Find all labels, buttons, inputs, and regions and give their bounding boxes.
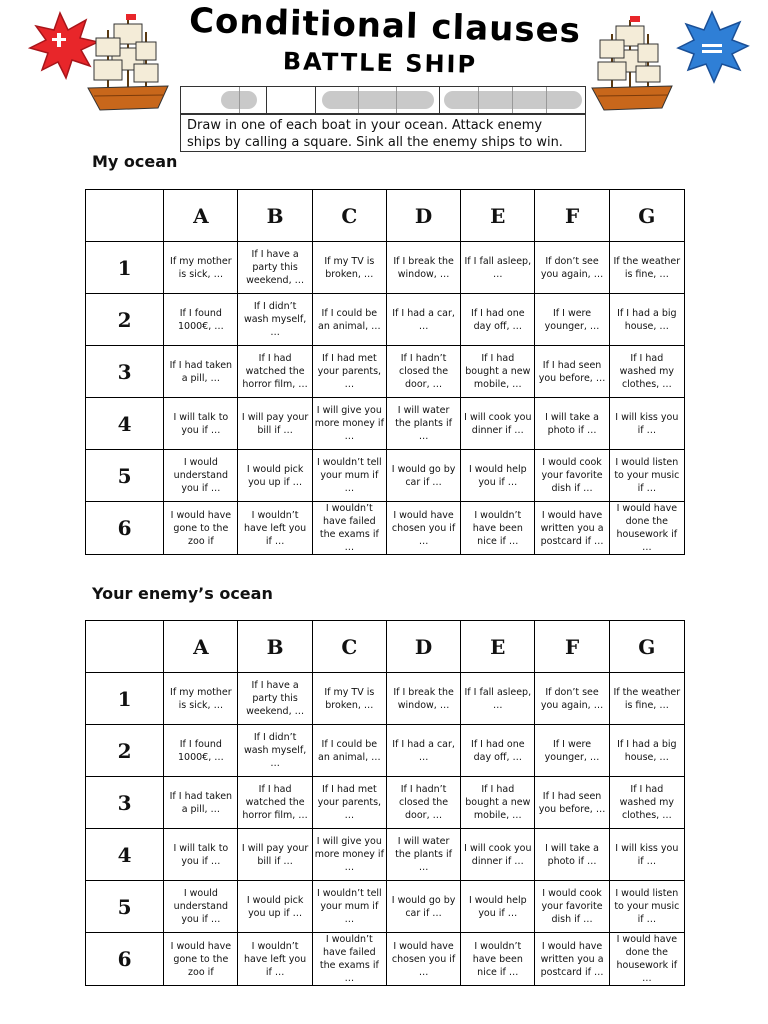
enemy-ocean-cell-f3[interactable]: If I had seen you before, … (535, 777, 609, 829)
my-ocean-cell-e1[interactable]: If I fall asleep, … (461, 242, 535, 294)
enemy-ocean-cell-f4[interactable]: I will take a photo if … (535, 829, 609, 881)
enemy-ocean-row-header-5: 5 (86, 881, 164, 933)
enemy-ocean-row-5 (86, 881, 685, 933)
my-ocean-cell-b3[interactable]: If I had watched the horror film, … (238, 346, 312, 398)
enemy-ocean-cell-b2[interactable]: If I didn’t wash myself, … (238, 725, 312, 777)
page-subtitle: BATTLE SHIP (282, 47, 478, 79)
my-ocean-row-4 (86, 398, 685, 450)
my-ocean-cell-b5[interactable]: I would pick you up if … (238, 450, 312, 502)
my-ocean-cell-e3[interactable]: If I had bought a new mobile, … (461, 346, 535, 398)
enemy-ocean-cell-c6[interactable]: I wouldn’t have failed the exams if … (312, 933, 386, 986)
ship-gap (267, 87, 316, 113)
ship-divider (239, 87, 240, 113)
instructions: Draw in one of each boat in your ocean. Attack enemy ships by calling a square. Sink all the enemy ships to win. (180, 114, 586, 152)
my-ocean-column-header-d: D (386, 190, 460, 242)
my-ocean-cell-f1[interactable]: If don’t see you again, … (535, 242, 609, 294)
enemy-ocean-cell-d4[interactable]: I will water the plants if … (386, 829, 460, 881)
my-ocean-column-header-a: A (164, 190, 238, 242)
enemy-ocean-column-header-e: E (461, 621, 535, 673)
enemy-ocean-cell-a3[interactable]: If I had taken a pill, … (164, 777, 238, 829)
enemy-ocean-cell-d1[interactable]: If I break the window, … (386, 673, 460, 725)
my-ocean-cell-e4[interactable]: I will cook you dinner if … (461, 398, 535, 450)
my-ocean-cell-a5[interactable]: I would understand you if … (164, 450, 238, 502)
my-ocean-grid (85, 189, 685, 555)
enemy-ocean-row-header-3: 3 (86, 777, 164, 829)
my-ocean-row-1 (86, 242, 685, 294)
enemy-ocean-cell-a6[interactable]: I would have gone to the zoo if (164, 933, 238, 986)
enemy-ocean-cell-c3[interactable]: If I had met your parents, … (312, 777, 386, 829)
enemy-ocean-cell-b3[interactable]: If I had watched the horror film, … (238, 777, 312, 829)
enemy-ocean-cell-a5[interactable]: I would understand you if … (164, 881, 238, 933)
enemy-ocean-cell-b1[interactable]: If I have a party this weekend, … (238, 673, 312, 725)
enemy-ocean-cell-c4[interactable]: I will give you more money if … (312, 829, 386, 881)
enemy-ocean-cell-f1[interactable]: If don’t see you again, … (535, 673, 609, 725)
enemy-ocean-cell-g1[interactable]: If the weather is fine, … (609, 673, 684, 725)
enemy-ocean-column-header-b: B (238, 621, 312, 673)
enemy-ocean-column-header-a: A (164, 621, 238, 673)
my-ocean-cell-d1[interactable]: If I break the window, … (386, 242, 460, 294)
my-ocean-cell-f5[interactable]: I would cook your favorite dish if … (535, 450, 609, 502)
blue-star-burst-icon (678, 12, 748, 82)
ship-divider (546, 87, 547, 113)
my-ocean-cell-c2[interactable]: If I could be an animal, … (312, 294, 386, 346)
my-ocean-column-header-e: E (461, 190, 535, 242)
enemy-ocean-row-3 (86, 777, 685, 829)
page-title: Conditional clauses (188, 0, 582, 52)
my-ocean-cell-a3[interactable]: If I had taken a pill, … (164, 346, 238, 398)
ship-four-squares (440, 87, 585, 113)
enemy-ocean-cell-g5[interactable]: I would listen to your music if … (609, 881, 684, 933)
enemy-ocean-cell-e1[interactable]: If I fall asleep, … (461, 673, 535, 725)
enemy-ocean-cell-e2[interactable]: If I had one day off, … (461, 725, 535, 777)
enemy-ocean-cell-d3[interactable]: If I hadn’t closed the door, … (386, 777, 460, 829)
enemy-ocean-cell-f2[interactable]: If I were younger, … (535, 725, 609, 777)
enemy-ocean-cell-c2[interactable]: If I could be an animal, … (312, 725, 386, 777)
enemy-ocean-corner-cell (86, 621, 164, 673)
enemy-ocean-row-header-4: 4 (86, 829, 164, 881)
my-ocean-cell-f6[interactable]: I would have written you a postcard if … (535, 502, 609, 555)
enemy-ocean-cell-b5[interactable]: I would pick you up if … (238, 881, 312, 933)
enemy-ocean-cell-e3[interactable]: If I had bought a new mobile, … (461, 777, 535, 829)
ship-divider (478, 87, 479, 113)
enemy-ocean-cell-g2[interactable]: If I had a big house, … (609, 725, 684, 777)
enemy-ocean-cell-e4[interactable]: I will cook you dinner if … (461, 829, 535, 881)
ship-legend (180, 86, 586, 114)
my-ocean-cell-e2[interactable]: If I had one day off, … (461, 294, 535, 346)
my-ocean-cell-g6[interactable]: I would have done the housework if … (609, 502, 684, 555)
my-ocean-row-6 (86, 502, 685, 555)
enemy-ocean-cell-a4[interactable]: I will talk to you if … (164, 829, 238, 881)
enemy-ocean-cell-d5[interactable]: I would go by car if … (386, 881, 460, 933)
my-ocean-column-header-c: C (312, 190, 386, 242)
my-ocean-row-5 (86, 450, 685, 502)
enemy-ocean-row-2 (86, 725, 685, 777)
boat-shape (322, 91, 434, 109)
my-ocean-cell-g5[interactable]: I would listen to your music if … (609, 450, 684, 502)
enemy-ocean-cell-g4[interactable]: I will kiss you if … (609, 829, 684, 881)
my-ocean-cell-c1[interactable]: If my TV is broken, … (312, 242, 386, 294)
ship-three-squares (316, 87, 440, 113)
enemy-ocean-cell-e6[interactable]: I wouldn’t have been nice if … (461, 933, 535, 986)
enemy-ocean-cell-c1[interactable]: If my TV is broken, … (312, 673, 386, 725)
enemy-ocean-row-header-6: 6 (86, 933, 164, 986)
my-ocean-cell-d6[interactable]: I would have chosen you if … (386, 502, 460, 555)
my-ocean-cell-d2[interactable]: If I had a car, … (386, 294, 460, 346)
my-ocean-corner-cell (86, 190, 164, 242)
my-ocean-cell-c3[interactable]: If I had met your parents, … (312, 346, 386, 398)
my-ocean-cell-f2[interactable]: If I were younger, … (535, 294, 609, 346)
my-ocean-column-header-b: B (238, 190, 312, 242)
my-ocean-row-header-1: 1 (86, 242, 164, 294)
enemy-ocean-cell-e5[interactable]: I would help you if … (461, 881, 535, 933)
my-ocean-cell-g4[interactable]: I will kiss you if … (609, 398, 684, 450)
my-ocean-cell-f3[interactable]: If I had seen you before, … (535, 346, 609, 398)
enemy-ocean-cell-g6[interactable]: I would have done the housework if … (609, 933, 684, 986)
my-ocean-heading: My ocean (92, 152, 178, 171)
my-ocean-cell-b6[interactable]: I wouldn’t have left you if … (238, 502, 312, 555)
my-ocean-cell-f4[interactable]: I will take a photo if … (535, 398, 609, 450)
my-ocean-cell-g1[interactable]: If the weather is fine, … (609, 242, 684, 294)
my-ocean-cell-c4[interactable]: I will give you more money if … (312, 398, 386, 450)
enemy-ocean-row-1 (86, 673, 685, 725)
red-star-burst-icon (30, 13, 98, 78)
my-ocean-row-header-3: 3 (86, 346, 164, 398)
my-ocean-cell-a4[interactable]: I will talk to you if … (164, 398, 238, 450)
enemy-ocean-column-header-g: G (609, 621, 684, 673)
enemy-ocean-heading: Your enemy’s ocean (92, 584, 273, 603)
enemy-ocean-cell-a1[interactable]: If my mother is sick, … (164, 673, 238, 725)
my-ocean-row-header-4: 4 (86, 398, 164, 450)
my-ocean-row-2 (86, 294, 685, 346)
enemy-ocean-row-6 (86, 933, 685, 986)
enemy-ocean-grid (85, 620, 685, 986)
ship-divider (358, 87, 359, 113)
my-ocean-cell-e5[interactable]: I would help you if … (461, 450, 535, 502)
my-ocean-column-header-g: G (609, 190, 684, 242)
my-ocean-cell-d3[interactable]: If I hadn’t closed the door, … (386, 346, 460, 398)
enemy-ocean-cell-f6[interactable]: I would have written you a postcard if … (535, 933, 609, 986)
my-ocean-cell-a2[interactable]: If I found 1000€, … (164, 294, 238, 346)
my-ocean-row-3 (86, 346, 685, 398)
my-ocean-cell-g3[interactable]: If I had washed my clothes, … (609, 346, 684, 398)
enemy-ocean-cell-g3[interactable]: If I had washed my clothes, … (609, 777, 684, 829)
my-ocean-cell-a6[interactable]: I would have gone to the zoo if (164, 502, 238, 555)
my-ocean-row-header-6: 6 (86, 502, 164, 555)
my-ocean-cell-c5[interactable]: I wouldn’t tell your mum if … (312, 450, 386, 502)
enemy-ocean-cell-d2[interactable]: If I had a car, … (386, 725, 460, 777)
my-ocean-row-header-2: 2 (86, 294, 164, 346)
my-ocean-column-header-f: F (535, 190, 609, 242)
my-ocean-row-header-5: 5 (86, 450, 164, 502)
my-ocean-cell-d4[interactable]: I will water the plants if … (386, 398, 460, 450)
my-ocean-cell-b4[interactable]: I will pay your bill if … (238, 398, 312, 450)
my-ocean-cell-a1[interactable]: If my mother is sick, … (164, 242, 238, 294)
enemy-ocean-cell-b4[interactable]: I will pay your bill if … (238, 829, 312, 881)
my-ocean-cell-g2[interactable]: If I had a big house, … (609, 294, 684, 346)
enemy-ocean-column-header-c: C (312, 621, 386, 673)
enemy-ocean-cell-b6[interactable]: I wouldn’t have left you if … (238, 933, 312, 986)
my-ocean-cell-d5[interactable]: I would go by car if … (386, 450, 460, 502)
enemy-ocean-cell-c5[interactable]: I wouldn’t tell your mum if … (312, 881, 386, 933)
enemy-ocean-row-4 (86, 829, 685, 881)
enemy-ocean-column-header-f: F (535, 621, 609, 673)
enemy-ocean-cell-f5[interactable]: I would cook your favorite dish if … (535, 881, 609, 933)
ship-divider (396, 87, 397, 113)
ship-divider (512, 87, 513, 113)
enemy-ocean-row-header-1: 1 (86, 673, 164, 725)
boat-shape (444, 91, 582, 109)
my-ocean-cell-b1[interactable]: If I have a party this weekend, … (238, 242, 312, 294)
my-ocean-cell-c6[interactable]: I wouldn’t have failed the exams if … (312, 502, 386, 555)
ship-two-squares (181, 87, 267, 113)
enemy-ocean-cell-a2[interactable]: If I found 1000€, … (164, 725, 238, 777)
enemy-ocean-column-header-d: D (386, 621, 460, 673)
enemy-ocean-cell-d6[interactable]: I would have chosen you if … (386, 933, 460, 986)
my-ocean-cell-b2[interactable]: If I didn’t wash myself, … (238, 294, 312, 346)
enemy-ocean-row-header-2: 2 (86, 725, 164, 777)
my-ocean-cell-e6[interactable]: I wouldn’t have been nice if … (461, 502, 535, 555)
